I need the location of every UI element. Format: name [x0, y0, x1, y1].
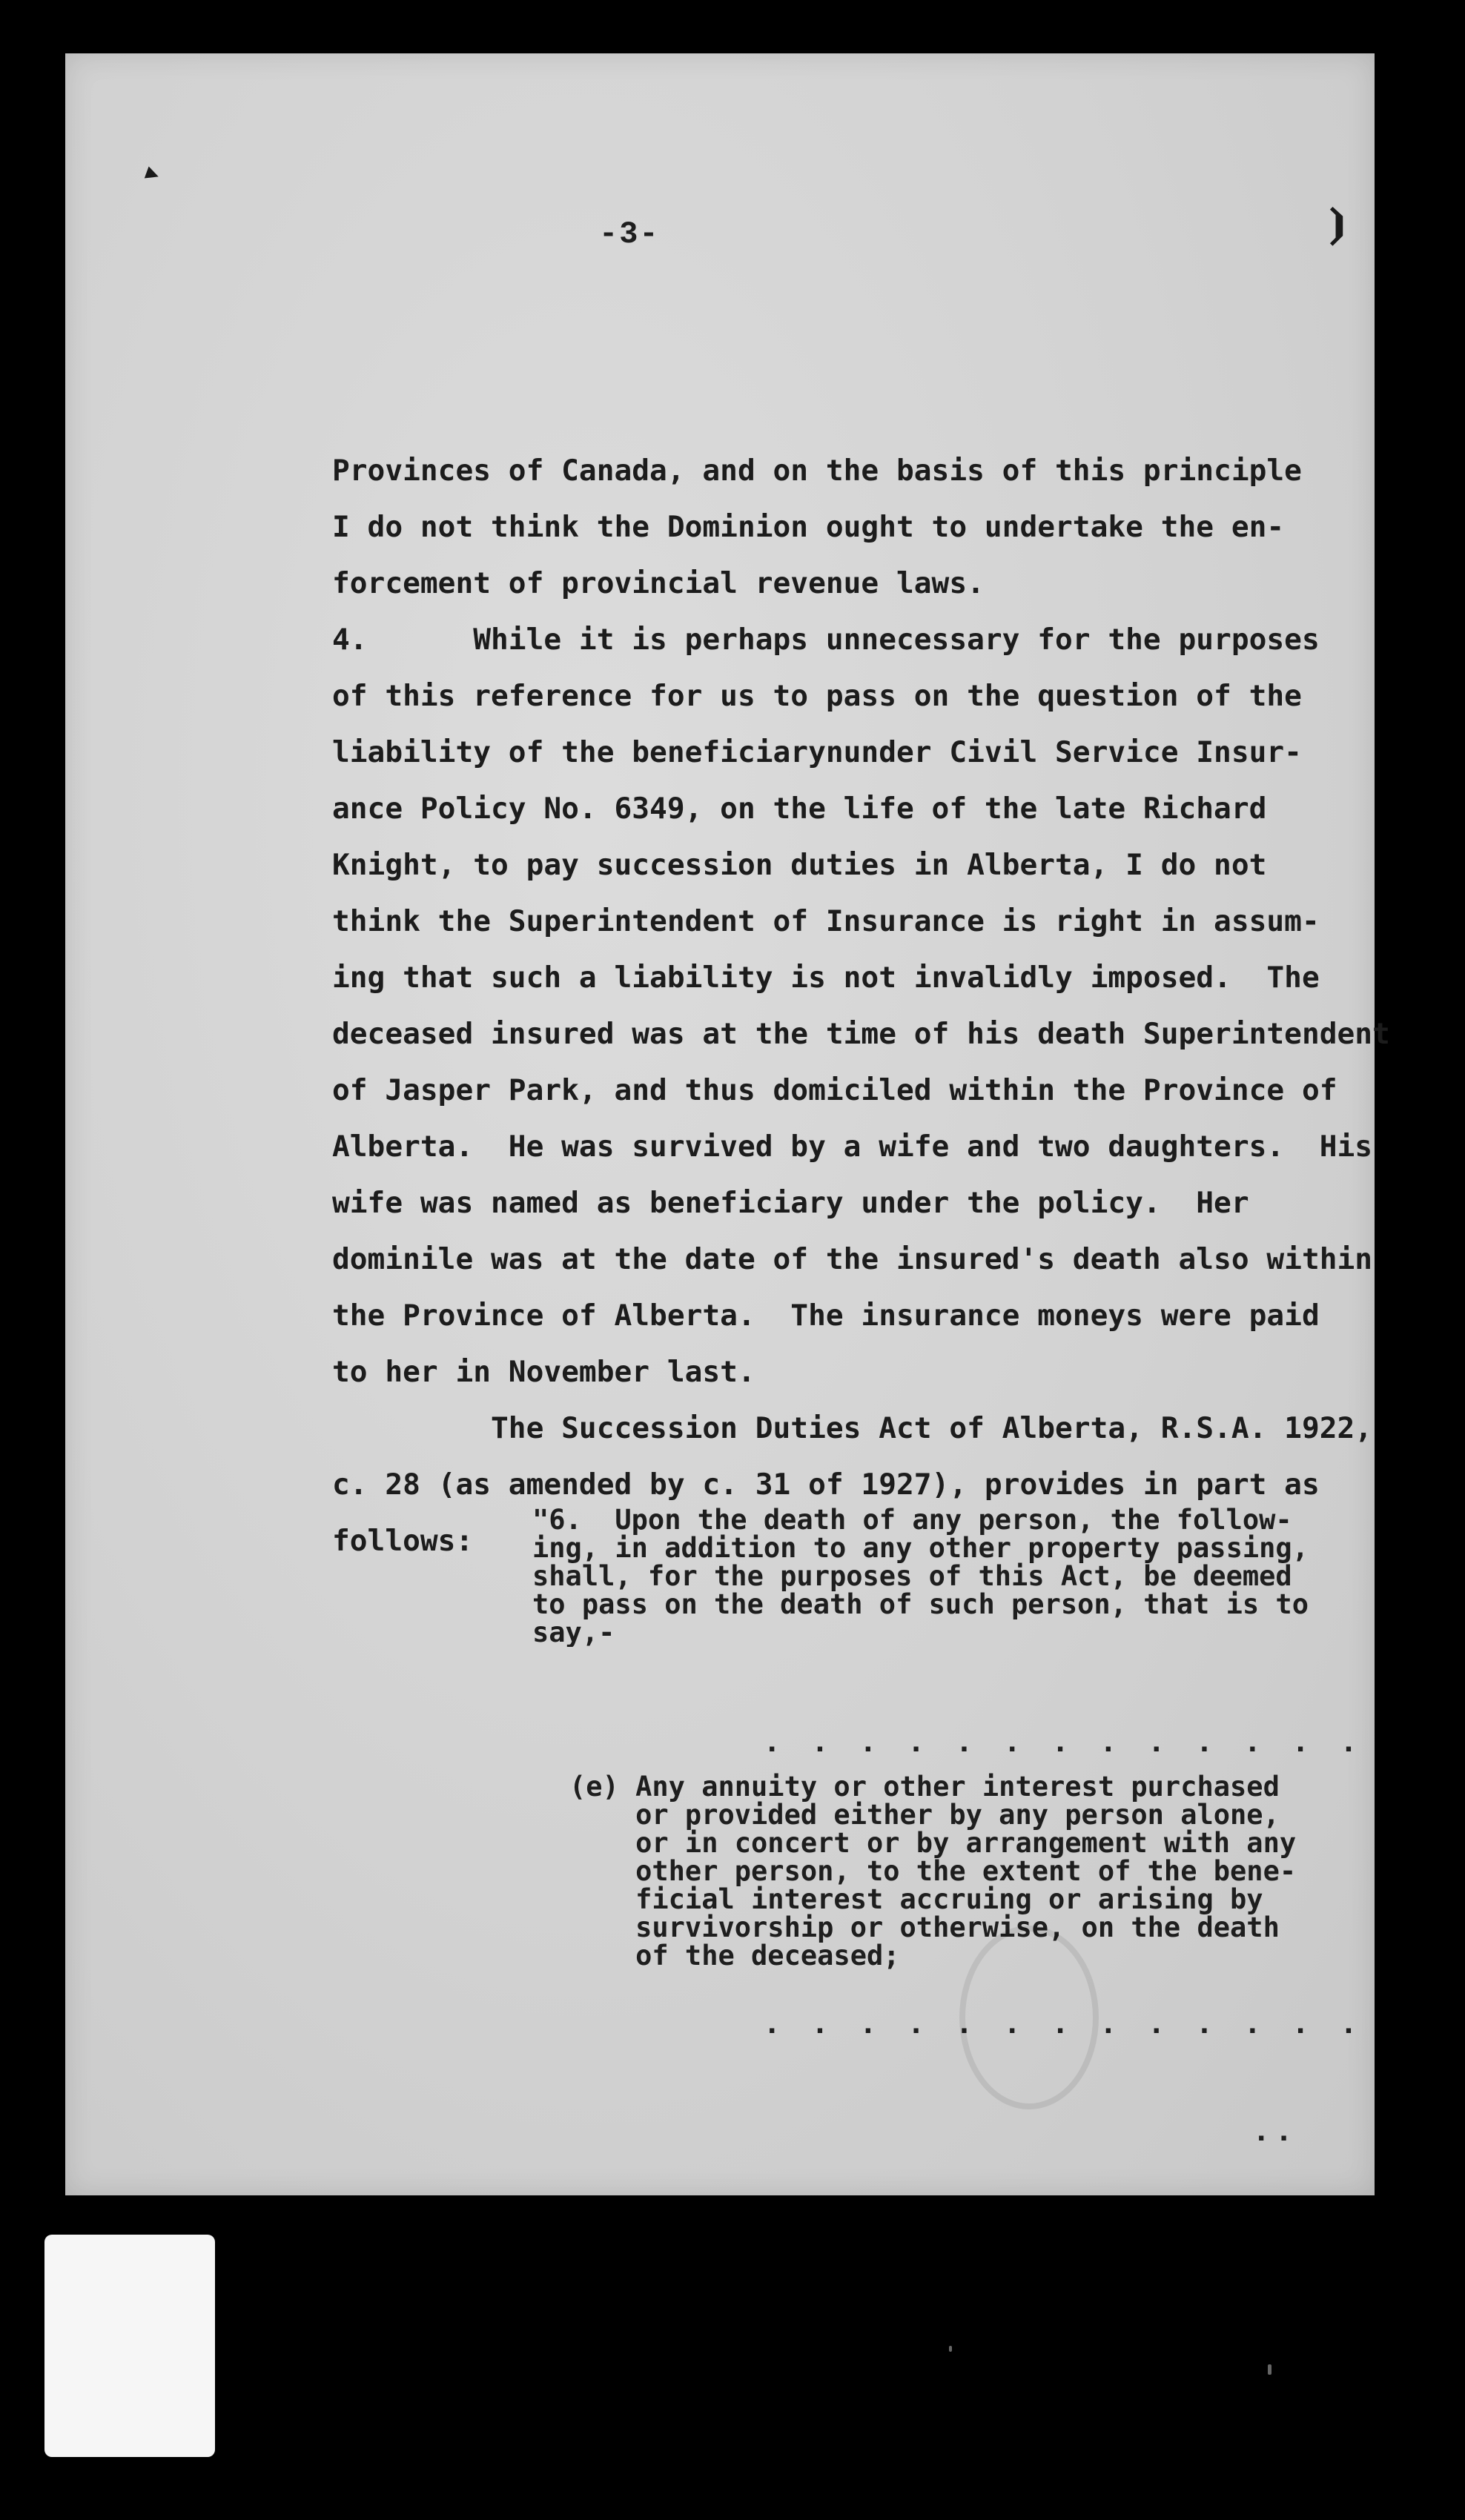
text-line: 4. While it is perhaps unnecessary for the purposes: [332, 623, 1320, 657]
text-line: Provinces of Canada, and on the basis of this principle: [332, 454, 1302, 488]
text-line: of this reference for us to pass on the question of the: [332, 679, 1302, 713]
text-line: The Succession Duties Act of Alberta, R.S.A. 1922,: [332, 1411, 1373, 1445]
text-line: c. 28 (as amended by c. 31 of 1927), provides in part as: [332, 1468, 1320, 1502]
clause-line: or in concert or by arrangement with any: [569, 1827, 1297, 1859]
text-line: Knight, to pay succession duties in Alberta, I do not: [332, 848, 1267, 882]
clause-line: ficial interest accruing or arising by: [569, 1883, 1263, 1915]
quote-line: shall, for the purposes of this Act, be deemed: [532, 1560, 1292, 1592]
film-speck: [949, 2346, 952, 2352]
quoted-statute-section: [532, 1506, 1392, 1647]
faint-stamp-mark: [955, 1921, 1103, 2114]
text-line: ing that such a liability is not invalidly imposed. The: [332, 961, 1320, 995]
page-end-mark: ..: [1251, 2114, 1297, 2151]
margin-tick-mark: ▸: [136, 153, 168, 196]
quote-line: ing, in addition to any other property passing,: [532, 1532, 1309, 1564]
quote-line: say,-: [532, 1617, 615, 1647]
text-line: ance Policy No. 6349, on the life of the late Richard: [332, 792, 1267, 826]
document-page: [65, 53, 1390, 2195]
ellipsis-separator: . . . . . . . . . . . . .: [762, 1725, 1363, 1762]
clause-line: other person, to the extent of the bene-: [569, 1855, 1297, 1887]
text-line: the Province of Alberta. The insurance moneys were paid: [332, 1299, 1320, 1333]
body-text: [332, 442, 1400, 1569]
text-line: dominile was at the date of the insured's death also within: [332, 1242, 1373, 1276]
text-line: liability of the beneficiarynunder Civil Service Insur-: [332, 735, 1302, 769]
clause-line: or provided either by any person alone,: [569, 1799, 1280, 1831]
text-line: follows:: [332, 1524, 474, 1558]
text-line: wife was named as beneficiary under the policy. Her: [332, 1186, 1249, 1220]
text-line: think the Superintendent of Insurance is right in assum-: [332, 904, 1320, 938]
text-line: deceased insured was at the time of his death Superintendent: [332, 1017, 1390, 1051]
film-speck: [1268, 2364, 1271, 2375]
clause-line: survivorship or otherwise, on the death: [569, 1911, 1280, 1943]
clause-line: of the deceased;: [569, 1940, 900, 1970]
ellipsis-separator: . . . . . . . . . . . . .: [762, 2006, 1363, 2043]
margin-bracket-mark: ⦘: [1326, 205, 1351, 252]
film-label-tab: [44, 2235, 215, 2457]
quote-line: to pass on the death of such person, that is to: [532, 1588, 1309, 1620]
text-line: to her in November last.: [332, 1355, 755, 1389]
text-line: of Jasper Park, and thus domiciled within the Province of: [332, 1073, 1337, 1107]
quote-line: "6. Upon the death of any person, the follow-: [532, 1506, 1292, 1536]
text-line: I do not think the Dominion ought to undertake the en-: [332, 510, 1285, 544]
text-line: forcement of provincial revenue laws.: [332, 566, 985, 600]
clause-line: (e) Any annuity or other interest purchased: [569, 1773, 1280, 1803]
page-number: -3-: [599, 216, 660, 252]
text-line: Alberta. He was survived by a wife and two daughters. His: [332, 1130, 1373, 1164]
